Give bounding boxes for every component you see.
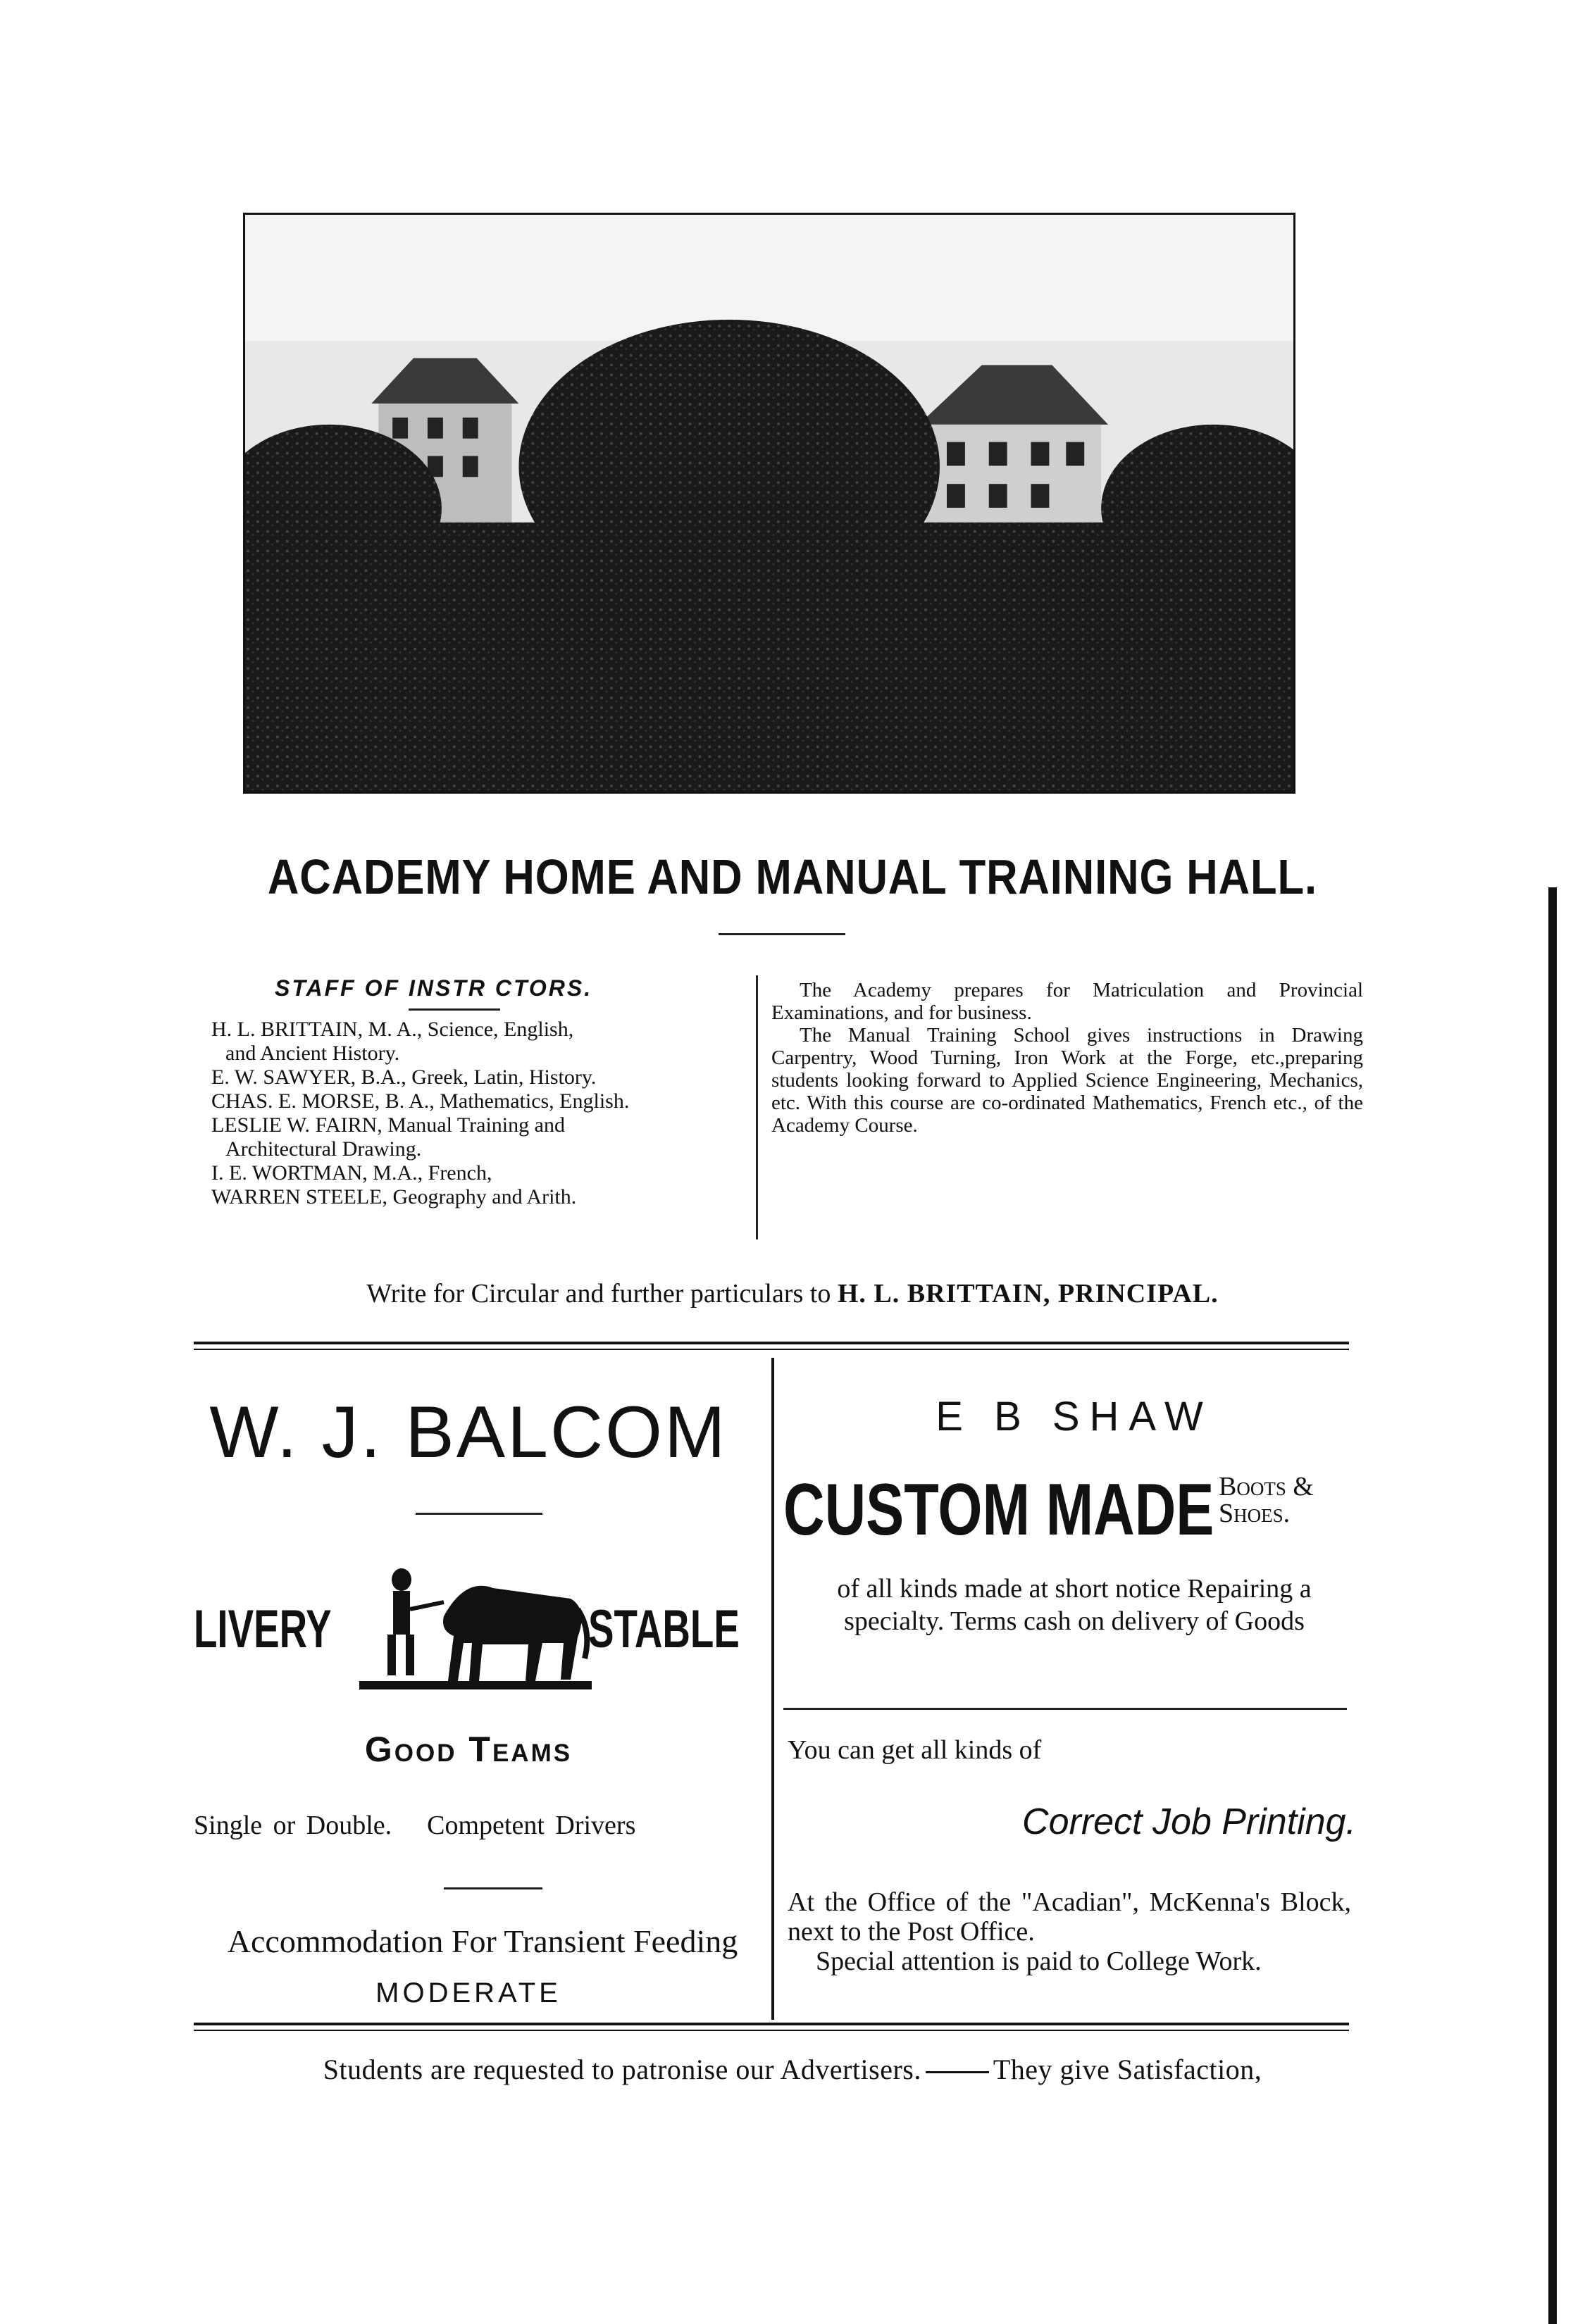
good-teams: Good Teams [364, 1730, 573, 1769]
stable-word: STABLE [588, 1599, 740, 1659]
shoes-label: Shoes. [1219, 1499, 1291, 1528]
ad-divider [771, 1358, 774, 2020]
college-work: Special attention is paid to College Work. [816, 1947, 1262, 1976]
moderate: MODERATE [375, 1978, 561, 2008]
page-title: ACADEMY HOME AND MANUAL TRAINING HALL. [267, 849, 1318, 904]
academy-photo [243, 213, 1295, 794]
staff-member: LESLIE W. FAIRN, Manual Training and [211, 1113, 565, 1137]
contact-line [0, 1278, 1585, 1309]
shaw-name: E B SHAW [936, 1394, 1213, 1439]
staff-heading: STAFF OF INSTR CTORS. [275, 975, 593, 1001]
staff-heading-rule [409, 1008, 500, 1011]
competent-drivers: Competent Drivers [427, 1811, 636, 1840]
staff-member: I. E. WORTMAN, M.A., French, [211, 1161, 492, 1185]
drivers-line [194, 1810, 750, 1841]
academy-paragraph: The Manual Training School gives instructions in Drawing Carpentry, Wood Turning, Iron Work at the Forge, etc.,preparing students looking forward to Applied Science Engineering, Mechanics, etc. With this course are co-ordinated Mathematics, French etc., of the Academy Course. [771, 1024, 1363, 1137]
balcom-rule [416, 1513, 542, 1515]
footer-part2: They give Satisfaction, [993, 2054, 1262, 2085]
single-double: Single or Double. [194, 1811, 392, 1840]
contact-text: Write for Circular and further particulars to [366, 1279, 831, 1308]
custom-made: CUSTOM MADE [783, 1469, 1214, 1551]
academy-photo-image [245, 215, 1293, 792]
section-rule-top [194, 1342, 1349, 1350]
academy-description [771, 979, 1363, 1137]
you-can: You can get all kinds of [788, 1735, 1042, 1765]
balcom-rule-2 [444, 1887, 542, 1889]
page-edge [1548, 887, 1557, 2324]
staff-list [211, 1018, 747, 1209]
staff-member: WARREN STEELE, Geography and Arith. [211, 1185, 577, 1208]
boots-label: Boots & [1219, 1472, 1314, 1501]
principal-name: H. L. BRITTAIN, PRINCIPAL. [837, 1279, 1219, 1308]
horse-icon [359, 1560, 592, 1694]
academy-paragraph: The Academy prepares for Matriculation and Provincial Examinations, and for business. [771, 979, 1363, 1024]
staff-member: E. W. SAWYER, B.A., Greek, Latin, History. [211, 1066, 597, 1089]
boots-shoes [1219, 1473, 1314, 1527]
staff-member: H. L. BRITTAIN, M. A., Science, English, [211, 1018, 574, 1041]
footer-part1: Students are requested to patronise our Advertisers. [323, 2054, 921, 2085]
title-divider [719, 933, 845, 935]
footer-note [0, 2053, 1585, 2086]
acadian-office: At the Office of the "Acadian", McKenna's Block, next to the Post Office. [788, 1887, 1351, 1947]
staff-member: Architectural Drawing. [225, 1137, 422, 1161]
kinds-text: of all kinds made at short notice Repairing a specialty. Terms cash on delivery of Goods [837, 1574, 1312, 1636]
accommodation: Accommodation For Transient Feeding [227, 1923, 738, 1959]
staff-member: CHAS. E. MORSE, B. A., Mathematics, English. [211, 1089, 630, 1113]
shaw-rule [783, 1708, 1347, 1710]
staff-member: and Ancient History. [225, 1042, 400, 1065]
correct-job-printing: Correct Job Printing. [1022, 1801, 1356, 1842]
balcom-name: W. J. BALCOM [209, 1392, 728, 1473]
column-divider [756, 975, 758, 1239]
livery-word: LIVERY [194, 1599, 332, 1659]
acadian-text [788, 1887, 1351, 1976]
section-rule-bottom [194, 2023, 1349, 2031]
